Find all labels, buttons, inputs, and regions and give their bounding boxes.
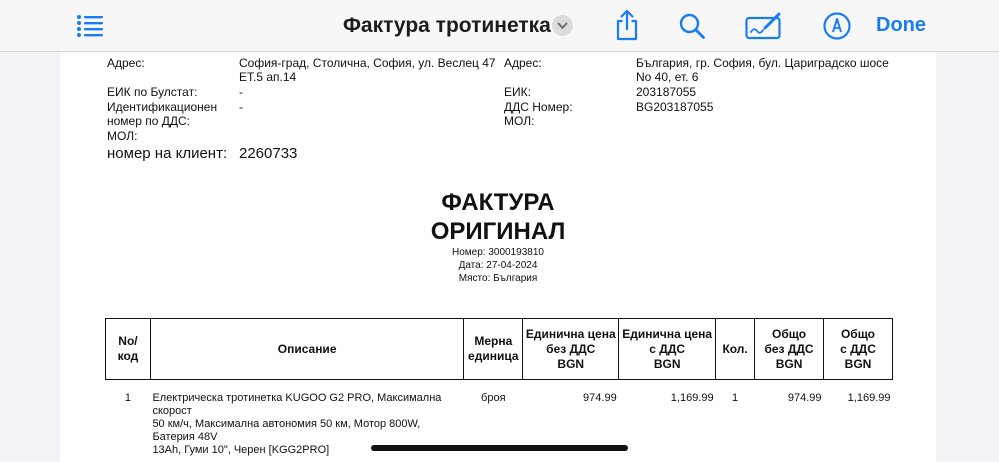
- header-unit-price-gross: [619, 319, 716, 380]
- supplier-address-line1: България, гр. София, бул. Цариградско шосе: [636, 56, 889, 70]
- document-title[interactable]: Фактура тротинетка: [343, 14, 551, 37]
- row-total-gross: 1,169.99: [847, 392, 891, 404]
- header-unit-line: Мерна: [474, 334, 513, 348]
- table-header-row: [106, 319, 893, 380]
- supplier-vat-value: BG203187055: [636, 100, 714, 114]
- invoice-place: Място: България: [458, 273, 538, 284]
- header-description: Описание: [150, 319, 463, 380]
- client-number-label: номер на клиент:: [107, 145, 228, 162]
- invoice-subtitle: ОРИГИНАЛ: [430, 218, 566, 245]
- row-unit-price-gross: 1,169.99: [670, 392, 714, 404]
- supplier-eik-value: 203187055: [636, 85, 697, 99]
- header-total-net-line: Общо: [772, 326, 807, 341]
- row-code: 1: [124, 392, 132, 404]
- client-bulstat-label: ЕИК по Булстат:: [107, 85, 198, 99]
- share-icon[interactable]: [614, 9, 640, 41]
- header-total-gross-line: Общо: [840, 326, 876, 341]
- row-description-line: Електрическа тротинетка KUGOO G2 PRO, Максимална скорост: [152, 392, 442, 417]
- header-unit-price-gross-line: Единична цена: [622, 326, 713, 341]
- client-vat-label-line1: Идентификационен: [107, 100, 218, 114]
- header-total-net-line: без ДДС: [764, 341, 814, 356]
- client-address-line1: София-град, Столична, София, ул. Веслец 47: [239, 56, 496, 70]
- row-unit: броя: [481, 392, 506, 404]
- header-unit-price-net-line: BGN: [557, 356, 585, 371]
- row-qty: 1: [732, 392, 739, 404]
- header-unit-price-net-line: без ДДС: [546, 341, 596, 356]
- supplier-address-line2: No 40, ет. 6: [636, 70, 699, 84]
- invoice-number: Номер: 3000193810: [452, 247, 544, 258]
- supplier-vat-label: ДДС Номер:: [504, 100, 573, 114]
- markup-icon[interactable]: [823, 12, 851, 40]
- chevron-down-icon[interactable]: [552, 15, 573, 36]
- invoice-date: Дата: 27-04-2024: [458, 260, 538, 271]
- header-total-gross-line: с ДДС: [840, 341, 876, 356]
- row-total-net: 974.99: [787, 392, 822, 404]
- invoice-document: [60, 52, 936, 462]
- header-unit-price-net-line: Единична цена: [525, 326, 616, 341]
- row-unit-price-net: 974.99: [583, 392, 617, 404]
- header-total-net-line: BGN: [775, 356, 803, 371]
- header-unit-price-net: [523, 319, 619, 380]
- header-unit-line: единица: [468, 349, 519, 363]
- header-code: No/код: [106, 319, 151, 380]
- header-qty: Кол.: [716, 319, 755, 380]
- row-description-line: 13Ah, Гуми 10", Черен [KGG2PRO]: [152, 444, 330, 456]
- client-mol-label: МОЛ:: [107, 129, 138, 143]
- invoice-items-table: [105, 318, 893, 461]
- header-unit: [464, 319, 523, 380]
- home-indicator[interactable]: [371, 445, 628, 451]
- header-unit-price-gross-line: с ДДС: [649, 341, 686, 356]
- row-description-line: 50 км/ч, Максимална автономия 50 км, Мотор 800W, Батерия 48V: [152, 418, 421, 443]
- pdf-viewer-toolbar: [0, 0, 999, 52]
- client-vat-label-line2: номер по ДДС:: [107, 114, 190, 128]
- search-icon[interactable]: [678, 12, 706, 40]
- done-button[interactable]: Done: [876, 14, 926, 36]
- list-icon[interactable]: [76, 13, 104, 39]
- client-number-value: 2260733: [239, 145, 298, 162]
- header-unit-price-gross-line: BGN: [653, 356, 681, 371]
- client-vat-value: -: [239, 100, 243, 114]
- supplier-address-label: Адрес:: [504, 56, 542, 70]
- document-page: [60, 52, 936, 462]
- signature-icon[interactable]: [745, 12, 783, 40]
- client-address-line2: ЕТ.5 ап.14: [239, 70, 297, 84]
- client-address-label: Адрес:: [107, 56, 145, 70]
- supplier-eik-label: ЕИК:: [504, 85, 531, 99]
- header-total-gross: [824, 319, 893, 380]
- invoice-title: ФАКТУРА: [441, 189, 555, 216]
- client-bulstat-value: -: [239, 85, 243, 99]
- header-total-gross-line: BGN: [844, 356, 872, 371]
- supplier-mol-label: МОЛ:: [504, 114, 535, 128]
- header-total-net: [755, 319, 824, 380]
